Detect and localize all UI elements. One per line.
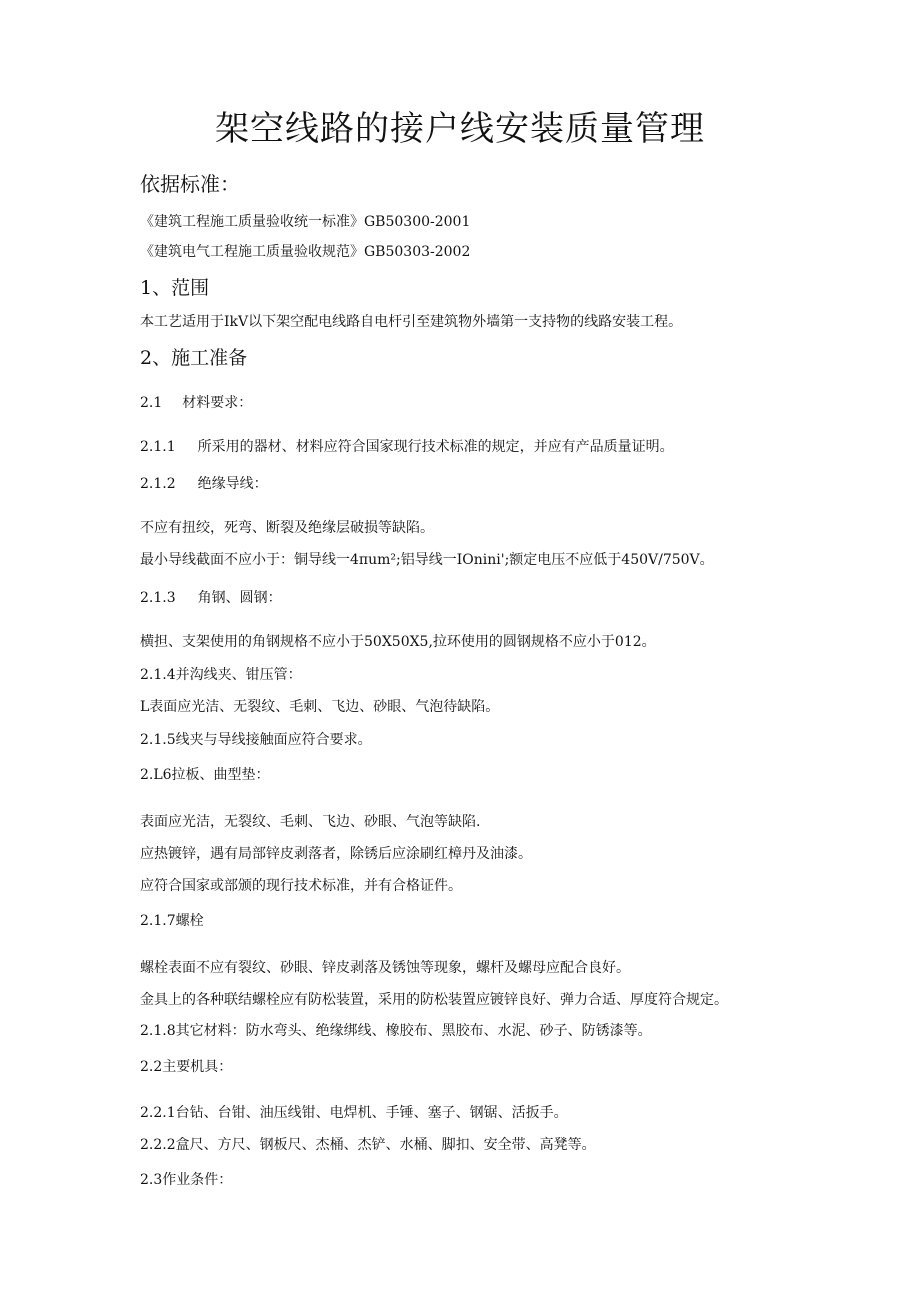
document-title: 架空线路的接户线安装质量管理: [215, 109, 705, 149]
subsection-2-1-2-label: 绝缘导线：: [197, 476, 268, 492]
clamp-line-1: L表面应光洁、无裂纹、毛刺、飞边、砂眼、气泡待缺陷。: [140, 699, 500, 715]
tools-line-1: 2.2.1台钻、台钳、油压线钳、电焊机、手锤、塞子、钢锯、活扳手。: [140, 1105, 568, 1121]
subsection-2-1-6-heading: 2.L6拉板、曲型垫：: [140, 767, 270, 783]
wire-line-2: 最小导线截面不应小于：铜导线一4πum²;铝导线一IOnini';额定电压不应低于450V/750V。: [140, 552, 714, 568]
section-1-heading: 1、范围: [140, 277, 210, 299]
tools-line-2: 2.2.2盒尺、方尺、钢板尺、杰桶、杰铲、水桶、脚扣、安全带、高凳等。: [140, 1137, 596, 1153]
subsection-2-2-heading: 2.2主要机具：: [140, 1059, 233, 1075]
plate-line-2: 应热镀锌，遇有局部锌皮剥落者，除锈后应涂刷红樟丹及油漆。: [140, 846, 532, 862]
basis-standard-1: 《建筑工程施工质量验收统一标准》GB50300-2001: [140, 214, 471, 230]
wire-line-1: 不应有扭绞，死弯、断裂及绝缘层破损等缺陷。: [140, 520, 434, 536]
subsection-2-1-3: [140, 589, 282, 607]
subsection-2-1-1-number: 2.1.1: [140, 439, 176, 455]
subsection-2-1-1: [140, 438, 674, 456]
plate-line-3: 应符合国家或部颁的现行技术标准，并有合格证件。: [140, 878, 462, 894]
subsection-2-3-heading: 2.3作业条件：: [140, 1172, 233, 1188]
subsection-2-1-2-number: 2.1.2: [140, 476, 176, 492]
basis-standard-2: 《建筑电气工程施工质量验收规范》GB50303-2002: [140, 244, 471, 260]
section-1-text: 本工艺适用于IkV以下架空配电线路自电杆引至建筑物外墙第一支持物的线路安装工程。: [140, 314, 683, 330]
subsection-2-1-5-heading: 2.1.5线夹与导线接触面应符合要求。: [140, 732, 372, 748]
subsection-2-1-1-label: 所采用的器材、材料应符合国家现行技术标准的规定，并应有产品质量证明。: [197, 439, 674, 455]
subsection-2-1-2: [140, 475, 268, 493]
bolt-line-1: 螺栓表面不应有裂纹、砂眼、锌皮剥落及锈蚀等现象，螺杆及螺母应配合良好。: [140, 960, 630, 976]
basis-heading: 依据标准：: [140, 172, 240, 196]
plate-line-1: 表面应光洁，无裂纹、毛刺、飞边、砂眼、气泡等缺陷.: [140, 814, 481, 830]
subsection-2-1-number: 2.1: [140, 395, 163, 411]
section-2-heading: 2、施工准备: [140, 347, 248, 369]
bolt-line-2: 金具上的各种联结螺栓应有防松装置，采用的防松装置应镀锌良好、弹力合适、厚度符合规定。: [140, 992, 728, 1008]
subsection-2-1-4-heading: 2.1.4并沟线夹、钳压管：: [140, 667, 302, 683]
subsection-2-1-3-number: 2.1.3: [140, 590, 176, 606]
subsection-2-1-7-heading: 2.1.7螺栓: [140, 913, 204, 929]
subsection-2-1-3-label: 角钢、圆钢：: [197, 590, 282, 606]
subsection-2-1: [140, 394, 252, 412]
subsection-2-1-label: 材料要求：: [182, 395, 253, 411]
angle-steel-line-1: 横担、支架使用的角钢规格不应小于50X50X5,拉环使用的圆钢规格不应小于012。: [140, 634, 656, 650]
subsection-2-1-8-heading: 2.1.8其它材料：防水弯头、绝缘绑线、橡胶布、黑胶布、水泥、砂子、防锈漆等。: [140, 1023, 652, 1039]
